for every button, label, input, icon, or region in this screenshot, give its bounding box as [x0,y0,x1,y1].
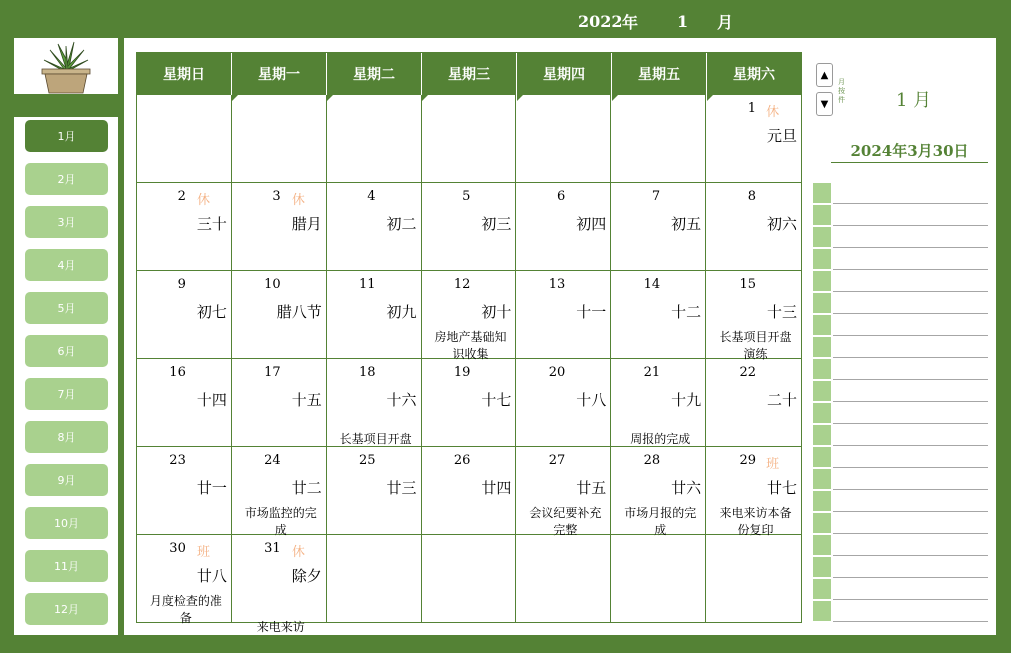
todo-line[interactable] [833,380,988,402]
title-month: 1 [677,12,689,31]
todo-row[interactable] [813,600,988,622]
lunar-date: 除夕 [291,567,322,585]
todo-row[interactable] [813,358,988,380]
todo-line[interactable] [833,600,988,622]
day-cell-27[interactable] [516,447,611,535]
month-spin-down-button[interactable]: ▼ [816,92,833,116]
lunar-date: 初五 [671,215,702,233]
todo-line[interactable] [833,248,988,270]
day-number: 19 [453,365,471,380]
day-cell-12[interactable] [422,271,517,359]
lunar-date: 十四 [196,391,227,409]
month-spin-up-button[interactable]: ▲ [816,63,833,87]
day-number: 20 [548,365,566,380]
event-note: 市场监控的完成 [244,506,317,537]
todo-marker [813,205,831,225]
lunar-date: 初七 [196,303,227,321]
event-note: 长基项目开盘 [339,432,412,446]
todo-row[interactable] [813,468,988,490]
day-cell-2[interactable] [137,183,232,271]
lunar-date: 十三 [766,303,797,321]
current-date: 2024年3月30日 [831,140,988,163]
day-cell-7[interactable] [611,183,706,271]
todo-row[interactable] [813,226,988,248]
event-note: 会议纪要补充完整 [529,506,602,537]
month-selector-panel [14,117,118,635]
day-number: 9 [177,277,186,292]
month-button-4[interactable]: 4月 [25,249,108,281]
weekday-sun: 星期日 [137,53,232,95]
todo-line[interactable] [833,468,988,490]
lunar-date: 初十 [481,303,512,321]
todo-list [813,182,988,622]
day-cell-19[interactable] [422,359,517,447]
todo-marker [813,227,831,247]
month-button-10[interactable]: 10月 [25,507,108,539]
todo-line[interactable] [833,270,988,292]
day-cell-16[interactable] [137,359,232,447]
day-number: 25 [359,453,376,468]
calendar-grid [136,52,802,634]
day-cell-30[interactable] [137,535,232,623]
day-number: 31 [264,541,281,556]
lunar-date: 廿一 [196,479,227,497]
todo-line[interactable] [833,556,988,578]
day-cell-8[interactable] [706,183,801,271]
weekday-mon: 星期一 [232,53,327,95]
day-number: 5 [462,189,471,204]
empty-day-cell[interactable] [232,95,327,183]
day-number: 7 [651,189,661,204]
calendar-title [578,10,733,33]
month-button-9[interactable]: 9月 [25,464,108,496]
event-note: 周报的完成 [630,432,691,446]
day-cell-13[interactable] [516,271,611,359]
event-note: 来电来访本备份复印 [719,506,792,537]
corner-marker [327,95,333,101]
todo-marker [813,337,831,357]
todo-line[interactable] [833,402,988,424]
day-number: 17 [264,365,281,380]
todo-row[interactable] [813,314,988,336]
day-cell-14[interactable] [611,271,706,359]
month-button-3[interactable]: 3月 [25,206,108,238]
potted-plant-icon [14,38,118,94]
day-cell-18[interactable] [327,359,422,447]
lunar-date: 十一 [576,303,607,321]
day-number: 14 [643,277,661,292]
todo-marker [813,535,831,555]
event-note: 长基项目开盘演练 [719,330,792,361]
todo-line[interactable] [833,182,988,204]
lunar-date: 十七 [481,391,512,409]
todo-row[interactable] [813,402,988,424]
todo-line[interactable] [833,226,988,248]
day-number: 26 [453,453,471,468]
spin-label: 月 按 件 [838,78,845,104]
empty-day-cell[interactable] [137,95,232,183]
holiday-tag: 休 [197,193,211,208]
day-number: 18 [359,365,376,380]
event-note: 月度检查的准备 [149,594,222,625]
todo-row[interactable] [813,512,988,534]
lunar-date: 十六 [386,391,417,409]
todo-marker [813,271,831,291]
day-cell-3[interactable] [232,183,327,271]
day-cell-29[interactable] [706,447,801,535]
weekday-wed: 星期三 [422,53,517,95]
month-button-2[interactable]: 2月 [25,163,108,195]
day-cell-1[interactable] [706,95,801,183]
lunar-date: 三十 [196,215,227,233]
todo-marker [813,425,831,445]
lunar-date: 十五 [291,391,322,409]
todo-marker [813,601,831,621]
todo-marker [813,557,831,577]
todo-marker [813,183,831,203]
day-cell-6[interactable] [516,183,611,271]
todo-row[interactable] [813,534,988,556]
month-button-7[interactable]: 7月 [25,378,108,410]
lunar-date: 初二 [386,215,417,233]
todo-line[interactable] [833,512,988,534]
todo-line[interactable] [833,314,988,336]
corner-marker [707,95,713,101]
empty-day-cell[interactable] [611,535,706,623]
holiday-tag: 休 [291,193,305,208]
day-cell-21[interactable] [611,359,706,447]
todo-line[interactable] [833,336,988,358]
event-note: 市场月报的完成 [624,506,697,537]
day-number: 24 [264,453,281,468]
todo-row[interactable] [813,248,988,270]
day-cell-22[interactable] [706,359,801,447]
corner-marker [612,95,618,101]
day-cell-4[interactable] [327,183,422,271]
day-cell-15[interactable] [706,271,801,359]
lunar-date: 初六 [766,215,797,233]
event-note: 来电来访 [256,620,305,634]
day-number: 6 [557,189,566,204]
day-cell-31[interactable] [232,535,327,634]
lunar-date: 腊月 [291,215,322,233]
month-button-5[interactable]: 5月 [25,292,108,324]
todo-line[interactable] [833,446,988,468]
day-number: 23 [169,453,186,468]
lunar-date: 廿五 [576,479,607,497]
day-number: 10 [264,277,281,292]
day-number: 27 [548,453,566,468]
lunar-date: 腊八节 [276,303,322,321]
weekday-thu: 星期四 [517,53,612,95]
lunar-date: 廿六 [671,479,702,497]
day-number: 3 [272,189,281,204]
todo-row[interactable] [813,490,988,512]
day-number: 8 [747,189,756,204]
todo-row[interactable] [813,336,988,358]
todo-marker [813,469,831,489]
day-cell-20[interactable] [516,359,611,447]
corner-marker [422,95,428,101]
lunar-date: 十八 [576,391,607,409]
lunar-date: 元旦 [766,127,797,145]
month-button-1[interactable]: 1月 [25,120,108,152]
corner-marker [232,95,238,101]
day-cell-25[interactable] [327,447,422,535]
todo-marker [813,491,831,511]
lunar-date: 廿四 [481,479,512,497]
corner-marker [517,95,523,101]
empty-day-cell[interactable] [327,535,422,623]
day-number: 11 [359,277,376,292]
day-number: 29 [739,453,756,468]
day-cell-9[interactable] [137,271,232,359]
plant-logo-panel [14,38,118,94]
todo-marker [813,359,831,379]
main-panel [124,38,996,635]
todo-row[interactable] [813,182,988,204]
empty-day-cell[interactable] [516,535,611,623]
todo-marker [813,579,831,599]
lunar-date: 廿七 [766,479,797,497]
holiday-tag: 班 [197,545,211,560]
empty-day-cell[interactable] [516,95,611,183]
day-grid [137,95,801,634]
lunar-date: 十九 [671,391,702,409]
todo-row[interactable] [813,270,988,292]
todo-row[interactable] [813,556,988,578]
day-cell-26[interactable] [422,447,517,535]
holiday-tag: 休 [766,105,780,120]
day-cell-28[interactable] [611,447,706,535]
day-cell-24[interactable] [232,447,327,535]
empty-day-cell[interactable] [706,535,801,623]
month-button-8[interactable]: 8月 [25,421,108,453]
day-cell-11[interactable] [327,271,422,359]
todo-line[interactable] [833,534,988,556]
day-number: 22 [739,365,756,380]
weekday-fri: 星期五 [612,53,707,95]
holiday-tag: 休 [291,545,305,560]
day-cell-23[interactable] [137,447,232,535]
todo-line[interactable] [833,292,988,314]
day-cell-17[interactable] [232,359,327,447]
todo-row[interactable] [813,446,988,468]
day-number: 4 [367,189,376,204]
day-number: 1 [747,101,756,116]
todo-marker [813,249,831,269]
month-button-6[interactable]: 6月 [25,335,108,367]
todo-row[interactable] [813,578,988,600]
lunar-date: 二十 [766,391,797,409]
day-number: 30 [169,541,186,556]
todo-line[interactable] [833,578,988,600]
todo-line[interactable] [833,424,988,446]
todo-marker [813,293,831,313]
lunar-date: 初九 [386,303,417,321]
todo-line[interactable] [833,358,988,380]
todo-row[interactable] [813,380,988,402]
day-number: 15 [739,277,756,292]
lunar-date: 初三 [481,215,512,233]
weekday-sat: 星期六 [707,53,801,95]
side-month-label: 1 月 [896,90,932,111]
empty-day-cell[interactable] [422,535,517,623]
day-number: 13 [548,277,566,292]
day-cell-10[interactable] [232,271,327,359]
todo-marker [813,447,831,467]
empty-day-cell[interactable] [327,95,422,183]
title-year-unit: 年 [622,13,639,32]
todo-marker [813,381,831,401]
weekday-tue: 星期二 [327,53,422,95]
holiday-tag: 班 [766,457,780,472]
month-button-12[interactable]: 12月 [25,593,108,625]
empty-day-cell[interactable] [422,95,517,183]
todo-marker [813,315,831,335]
month-button-11[interactable]: 11月 [25,550,108,582]
day-number: 28 [643,453,661,468]
lunar-date: 廿八 [196,567,227,585]
day-number: 16 [169,365,186,380]
lunar-date: 廿二 [291,479,322,497]
todo-marker [813,403,831,423]
weekday-header [137,53,801,95]
todo-line[interactable] [833,204,988,226]
lunar-date: 初四 [576,215,607,233]
todo-marker [813,513,831,533]
day-number: 21 [643,365,661,380]
day-number: 12 [453,277,471,292]
todo-row[interactable] [813,204,988,226]
empty-day-cell[interactable] [611,95,706,183]
event-note: 房地产基础知识收集 [434,330,507,361]
todo-row[interactable] [813,292,988,314]
lunar-date: 十二 [671,303,702,321]
title-month-unit: 月 [717,13,734,32]
title-year: 2022 [578,12,623,31]
todo-row[interactable] [813,424,988,446]
day-number: 2 [177,189,186,204]
lunar-date: 廿三 [386,479,417,497]
day-cell-5[interactable] [422,183,517,271]
todo-line[interactable] [833,490,988,512]
